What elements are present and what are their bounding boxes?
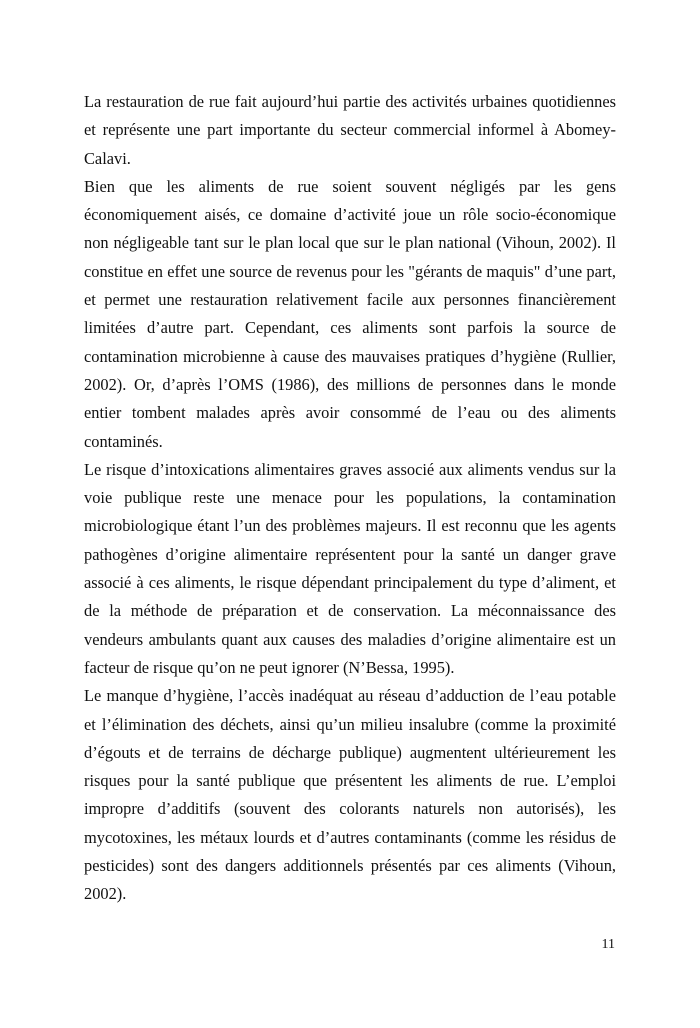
- document-body: [84, 88, 616, 909]
- paragraph-food-poisoning-risk: Le risque d’intoxications alimentaires graves associé aux aliments vendus sur la voie publique reste une menace pour les populations, la contamination microbiologique étant l’un des problèmes majeurs. Il est reconnu que les agents pathogènes d’origine alimentaire représentent pour la santé un danger grave associé à ces aliments, le risque dépendant principalement du type d’aliment, et de la méthode de préparation et de conservation. La méconnaissance des vendeurs ambulants quant aux causes des maladies d’origine alimentaire est un facteur de risque qu’on ne peut ignorer (N’Bessa, 1995).: [84, 459, 616, 677]
- paragraph-socio-economic-role: Bien que les aliments de rue soient souvent négligés par les gens économiquement aisés, ce domaine d’activité joue un rôle socio-économique non négligeable tant sur le plan local que sur le plan national (Vihoun, 2002). Il constitue en effet une source de revenus pour les "gérants de maquis" d’une part, et permet une restauration relativement facile aux personnes financièrement limitées d’autre part. Cependant, ces aliments sont parfois la source de contamination microbienne à cause des mauvaises pratiques d’hygiène (Rullier, 2002). Or, d’après l’OMS (1986), des millions de personnes dans le monde entier tombent malades après avoir consommé de l’eau ou des aliments contaminés.: [84, 176, 616, 451]
- paragraph-hygiene-factors: Le manque d’hygiène, l’accès inadéquat au réseau d’adduction de l’eau potable et l’élimination des déchets, ainsi qu’un milieu insalubre (comme la proximité d’égouts et de terrains de décharge publique) augmentent ultérieurement les risques pour la santé publique que présentent les aliments de rue. L’emploi impropre d’additifs (souvent des colorants naturels non autorisés), les mycotoxines, les métaux lourds et d’autres contaminants (comme les résidus de pesticides) sont des dangers additionnels présentés par ces aliments (Vihoun, 2002).: [84, 686, 616, 904]
- page-number: 11: [601, 937, 615, 952]
- paragraph-street-food-intro: La restauration de rue fait aujourd’hui partie des activités urbaines quotidiennes et représente une part importante du secteur commercial informel à Abomey-Calavi.: [84, 92, 616, 168]
